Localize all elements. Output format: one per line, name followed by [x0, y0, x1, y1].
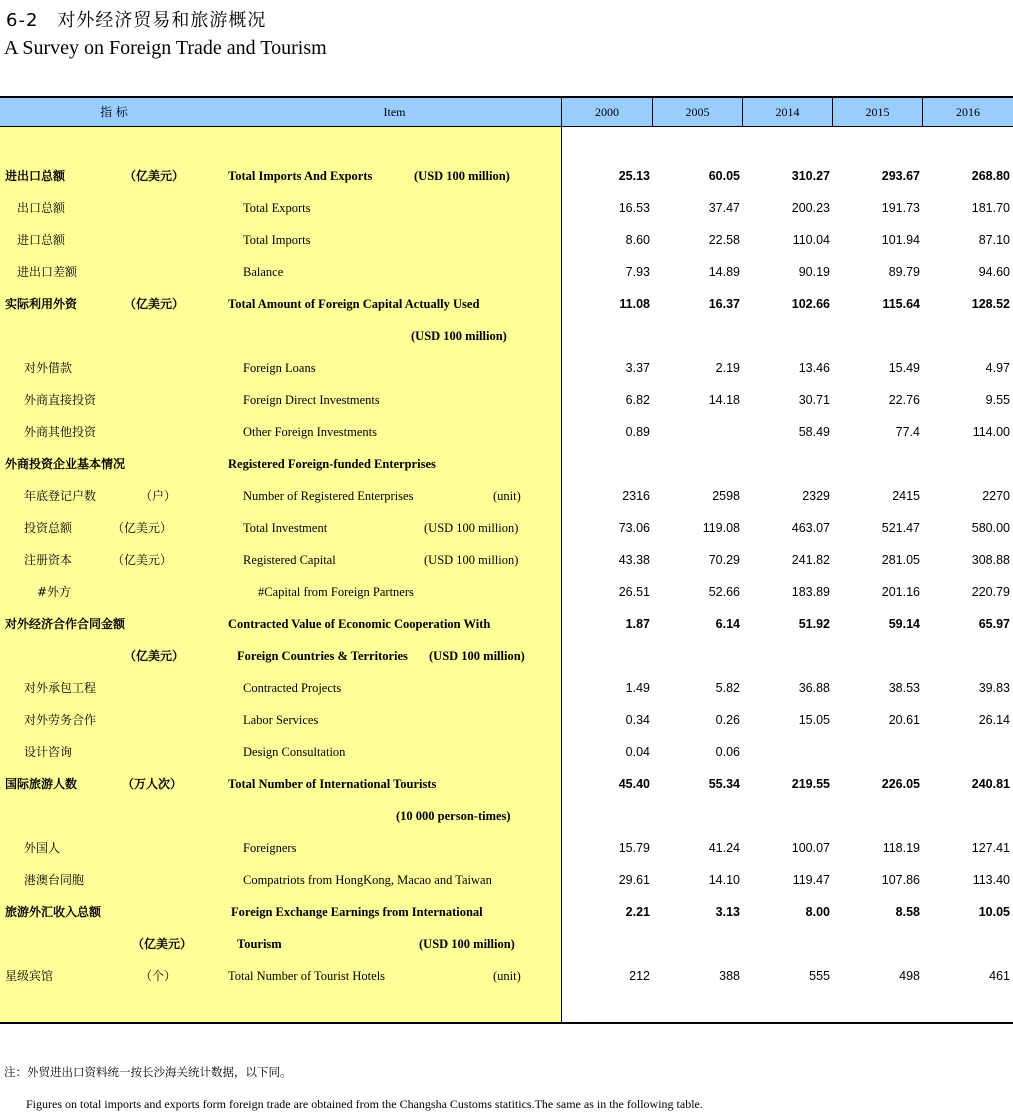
data-cell: 90.19 — [798, 265, 830, 279]
row-label-cn: 进口总额 — [17, 233, 66, 247]
table-row — [0, 640, 1013, 672]
data-cell: 36.88 — [798, 681, 830, 695]
row-label-cn: 实际利用外资 — [5, 297, 78, 311]
table-header — [0, 96, 1013, 127]
data-cell — [930, 800, 1010, 832]
data-cell: 70.29 — [708, 553, 740, 567]
data-cell — [840, 800, 920, 832]
data-cell: 1.49 — [625, 681, 650, 695]
data-cell: 0.34 — [625, 713, 650, 727]
data-cell: 38.53 — [888, 681, 920, 695]
data-cell: 0.26 — [715, 713, 740, 727]
row-unit-cn: （亿美元） — [124, 649, 185, 663]
row-unit-en: (USD 100 million) — [411, 329, 507, 343]
row-label-en: Other Foreign Investments — [243, 425, 378, 439]
header-indicator: 指 标 — [100, 105, 128, 119]
table-row — [0, 928, 1013, 960]
data-cell: 181.70 — [971, 201, 1010, 215]
data-cell: 26.14 — [978, 713, 1010, 727]
data-cell: 2415 — [892, 489, 920, 503]
data-cell — [750, 928, 830, 960]
row-label-cn: 设计咨询 — [24, 745, 73, 759]
table-row — [0, 352, 1013, 384]
data-cell: 43.38 — [618, 553, 650, 567]
row-unit-cn: （亿美元） — [112, 521, 173, 535]
data-cell — [660, 640, 740, 672]
row-label-en: Design Consultation — [243, 745, 346, 759]
data-cell: 15.79 — [618, 841, 650, 855]
row-unit-en: (USD 100 million) — [429, 649, 525, 663]
table-row — [0, 512, 1013, 544]
row-label-cn: 外商投资企业基本情况 — [5, 457, 126, 471]
data-cell — [570, 448, 650, 480]
row-label-en: Foreign Exchange Earnings from International — [231, 905, 483, 919]
row-label-cn: 对外经济合作合同金额 — [5, 617, 126, 631]
data-cell — [750, 640, 830, 672]
data-cell: 1.87 — [625, 617, 650, 631]
data-cell: 11.08 — [619, 297, 650, 311]
data-cell — [840, 448, 920, 480]
data-cell: 128.52 — [971, 297, 1010, 311]
data-cell: 127.41 — [971, 841, 1010, 855]
data-cell: 183.89 — [791, 585, 830, 599]
table-bottom-rule — [0, 1022, 1013, 1024]
data-cell: 2.21 — [625, 905, 650, 919]
data-cell — [660, 928, 740, 960]
row-unit-en: (USD 100 million) — [414, 169, 510, 183]
data-cell: 461 — [989, 969, 1010, 983]
data-cell: 115.64 — [882, 297, 920, 311]
data-cell: 14.10 — [708, 873, 740, 887]
data-cell: 15.49 — [888, 361, 920, 375]
row-label-cn: #外方 — [37, 585, 72, 599]
data-cell — [840, 640, 920, 672]
data-cell: 15.05 — [798, 713, 830, 727]
row-unit-en: (unit) — [493, 489, 521, 503]
row-label-en: #Capital from Foreign Partners — [258, 585, 414, 599]
table-row — [0, 288, 1013, 320]
data-cell: 14.18 — [708, 393, 740, 407]
data-cell: 200.23 — [791, 201, 830, 215]
data-cell: 9.55 — [985, 393, 1010, 407]
data-cell: 2270 — [982, 489, 1010, 503]
data-cell: 119.47 — [792, 873, 830, 887]
table-row — [0, 800, 1013, 832]
data-cell: 6.14 — [715, 617, 740, 631]
data-cell — [660, 448, 740, 480]
row-label-en: Total Amount of Foreign Capital Actually Used — [228, 297, 480, 311]
data-cell: 219.55 — [791, 777, 830, 791]
row-label-en: Total Exports — [243, 201, 311, 215]
data-cell: 107.86 — [881, 873, 920, 887]
data-cell: 102.66 — [791, 297, 830, 311]
table-row — [0, 160, 1013, 192]
row-label-cn: 外商直接投资 — [24, 393, 97, 407]
data-cell — [570, 640, 650, 672]
data-cell — [930, 448, 1010, 480]
table-row — [0, 416, 1013, 448]
data-cell: 6.82 — [625, 393, 650, 407]
data-cell: 388 — [719, 969, 740, 983]
row-unit-en: (USD 100 million) — [424, 553, 519, 567]
data-cell: 118.19 — [882, 841, 920, 855]
table-row — [0, 960, 1013, 992]
data-cell: 308.88 — [971, 553, 1010, 567]
data-cell: 201.16 — [881, 585, 920, 599]
data-cell: 87.10 — [978, 233, 1010, 247]
data-cell: 13.46 — [798, 361, 830, 375]
data-cell — [930, 320, 1010, 352]
data-cell: 191.73 — [881, 201, 920, 215]
data-cell: 521.47 — [881, 521, 920, 535]
row-label-en: Total Number of Tourist Hotels — [228, 969, 386, 983]
row-label-en: Registered Foreign-funded Enterprises — [228, 457, 436, 471]
table-row — [0, 224, 1013, 256]
data-cell: 8.58 — [895, 905, 920, 919]
data-cell — [570, 320, 650, 352]
data-cell: 8.00 — [805, 905, 830, 919]
data-cell — [750, 320, 830, 352]
table-row — [0, 768, 1013, 800]
table-row — [0, 832, 1013, 864]
header-year: 2000 — [595, 105, 619, 119]
data-cell: 89.79 — [888, 265, 920, 279]
data-cell: 22.76 — [888, 393, 920, 407]
row-label-cn: 年底登记户数 — [24, 489, 97, 503]
row-label-en: Foreign Loans — [243, 361, 316, 375]
data-cell — [570, 800, 650, 832]
data-cell: 281.05 — [881, 553, 920, 567]
data-cell: 60.05 — [708, 169, 740, 183]
row-label-cn: 港澳台同胞 — [24, 873, 85, 887]
data-cell: 226.05 — [881, 777, 920, 791]
row-label-cn: 注册资本 — [24, 553, 73, 567]
data-cell: 59.14 — [888, 617, 920, 631]
data-cell: 58.49 — [798, 425, 830, 439]
data-cell: 4.97 — [985, 361, 1010, 375]
row-label-cn: 出口总额 — [17, 201, 66, 215]
data-cell: 55.34 — [708, 777, 740, 791]
data-cell: 77.4 — [895, 425, 920, 439]
data-cell: 51.92 — [798, 617, 830, 631]
data-cell: 73.06 — [618, 521, 650, 535]
data-cell — [930, 928, 1010, 960]
row-label-en: Foreign Countries & Territories — [237, 649, 408, 663]
row-label-en: Foreigners — [243, 841, 297, 855]
table-row — [0, 544, 1013, 576]
data-cell: 30.71 — [798, 393, 830, 407]
data-cell: 0.06 — [715, 745, 740, 759]
data-cell: 45.40 — [618, 777, 650, 791]
table-row — [0, 896, 1013, 928]
page-title-en: A Survey on Foreign Trade and Tourism — [4, 37, 327, 59]
row-unit-cn: （户） — [140, 489, 177, 503]
row-label-en: Balance — [243, 265, 284, 279]
data-cell: 8.60 — [625, 233, 650, 247]
data-cell — [840, 320, 920, 352]
data-cell: 26.51 — [618, 585, 650, 599]
data-cell: 16.53 — [618, 201, 650, 215]
data-cell — [840, 928, 920, 960]
row-label-cn: 星级宾馆 — [5, 969, 54, 983]
data-cell: 101.94 — [881, 233, 920, 247]
data-cell: 113.40 — [972, 873, 1010, 887]
row-label-en: Total Imports — [243, 233, 311, 247]
footnote-cn: 注：外贸进出口资料统一按长沙海关统计数据，以下同。 — [4, 1065, 292, 1079]
row-label-cn: 对外借款 — [24, 361, 73, 375]
data-cell: 2.19 — [715, 361, 740, 375]
data-cell: 25.13 — [618, 169, 650, 183]
row-unit-en: (USD 100 million) — [424, 521, 519, 535]
row-label-cn: 国际旅游人数 — [5, 777, 78, 791]
data-cell: 114.00 — [972, 425, 1010, 439]
data-cell: 29.61 — [618, 873, 650, 887]
data-cell: 100.07 — [791, 841, 830, 855]
data-cell: 16.37 — [708, 297, 740, 311]
data-cell: 293.67 — [881, 169, 920, 183]
data-cell — [660, 800, 740, 832]
row-unit-en: (unit) — [493, 969, 521, 983]
data-cell: 41.24 — [708, 841, 740, 855]
table-row — [0, 480, 1013, 512]
row-unit-cn: （亿美元） — [112, 553, 173, 567]
data-cell: 10.05 — [978, 905, 1010, 919]
data-cell: 310.27 — [791, 169, 830, 183]
row-unit-cn: （亿美元） — [124, 297, 185, 311]
data-cell — [570, 928, 650, 960]
data-cell: 7.93 — [625, 265, 650, 279]
data-cell: 52.66 — [708, 585, 740, 599]
data-cell: 65.97 — [978, 617, 1010, 631]
data-cell — [930, 640, 1010, 672]
data-cell: 240.81 — [971, 777, 1010, 791]
header-item: Item — [383, 105, 406, 119]
table-row — [0, 320, 1013, 352]
row-label-cn: 进出口差额 — [17, 265, 78, 279]
row-label-cn: 对外劳务合作 — [24, 713, 97, 727]
data-cell: 241.82 — [791, 553, 830, 567]
data-cell: 5.82 — [715, 681, 740, 695]
data-cell: 555 — [809, 969, 830, 983]
row-label-cn: 对外承包工程 — [24, 681, 97, 695]
data-cell: 580.00 — [971, 521, 1010, 535]
row-unit-cn: （亿美元） — [132, 937, 193, 951]
table-row — [0, 672, 1013, 704]
data-cell — [750, 800, 830, 832]
data-cell — [840, 736, 920, 768]
table-row — [0, 256, 1013, 288]
data-cell: 2329 — [802, 489, 830, 503]
row-label-en: Tourism — [237, 937, 282, 951]
data-cell: 220.79 — [971, 585, 1010, 599]
data-cell — [660, 320, 740, 352]
data-cell — [930, 736, 1010, 768]
table-row — [0, 704, 1013, 736]
table-row — [0, 736, 1013, 768]
table-row — [0, 864, 1013, 896]
row-label-en: Foreign Direct Investments — [243, 393, 380, 407]
row-label-en: Contracted Value of Economic Cooperation With — [228, 617, 491, 631]
data-cell: 37.47 — [708, 201, 740, 215]
data-cell: 212 — [629, 969, 650, 983]
data-cell — [750, 448, 830, 480]
data-cell: 94.60 — [978, 265, 1010, 279]
row-label-cn: 投资总额 — [24, 521, 73, 535]
row-unit-en: (USD 100 million) — [419, 937, 515, 951]
row-unit-cn: （万人次） — [122, 777, 183, 791]
row-unit-cn: （个） — [140, 969, 177, 983]
data-cell: 22.58 — [708, 233, 740, 247]
data-cell: 2316 — [622, 489, 650, 503]
header-year: 2014 — [775, 105, 800, 119]
data-cell: 14.89 — [708, 265, 740, 279]
data-cell: 268.80 — [971, 169, 1010, 183]
data-cell: 0.04 — [625, 745, 650, 759]
data-cell: 3.37 — [625, 361, 650, 375]
data-cell: 119.08 — [702, 521, 740, 535]
data-cell: 0.89 — [625, 425, 650, 439]
row-label-en: Total Imports And Exports — [228, 169, 373, 183]
table-row — [0, 192, 1013, 224]
row-label-cn: 进出口总额 — [5, 169, 66, 183]
header-year: 2015 — [865, 105, 890, 119]
data-cell: 39.83 — [978, 681, 1010, 695]
row-unit-cn: （亿美元） — [124, 169, 185, 183]
row-label-en: Number of Registered Enterprises — [243, 489, 414, 503]
header-year: 2016 — [956, 105, 980, 119]
row-label-cn: 外商其他投资 — [24, 425, 97, 439]
row-unit-en: (10 000 person-times) — [396, 809, 511, 823]
row-label-cn: 旅游外汇收入总额 — [5, 905, 102, 919]
table-row — [0, 448, 1013, 480]
data-cell: 20.61 — [888, 713, 920, 727]
table-row — [0, 608, 1013, 640]
row-label-en: Total Investment — [243, 521, 328, 535]
footnote-en: Figures on total imports and exports form foreign trade are obtained from the Changsha Customs statitics.The same as in the following table. — [26, 1097, 703, 1111]
row-label-en: Compatriots from HongKong, Macao and Taiwan — [243, 873, 492, 887]
table-row — [0, 576, 1013, 608]
row-label-en: Registered Capital — [243, 553, 336, 567]
row-label-en: Contracted Projects — [243, 681, 342, 695]
page-title-cn: 6-2 对外经济贸易和旅游概况 — [6, 10, 267, 31]
data-cell: 2598 — [712, 489, 740, 503]
row-label-en: Total Number of International Tourists — [228, 777, 437, 791]
data-cell: 463.07 — [791, 521, 830, 535]
row-label-en: Labor Services — [243, 713, 319, 727]
header-year: 2005 — [685, 105, 710, 119]
data-cell: 110.04 — [792, 233, 830, 247]
data-cell: 498 — [899, 969, 920, 983]
data-cell — [750, 736, 830, 768]
table-row — [0, 384, 1013, 416]
row-label-cn: 外国人 — [24, 841, 61, 855]
data-cell: 3.13 — [715, 905, 740, 919]
data-cell — [660, 416, 740, 448]
